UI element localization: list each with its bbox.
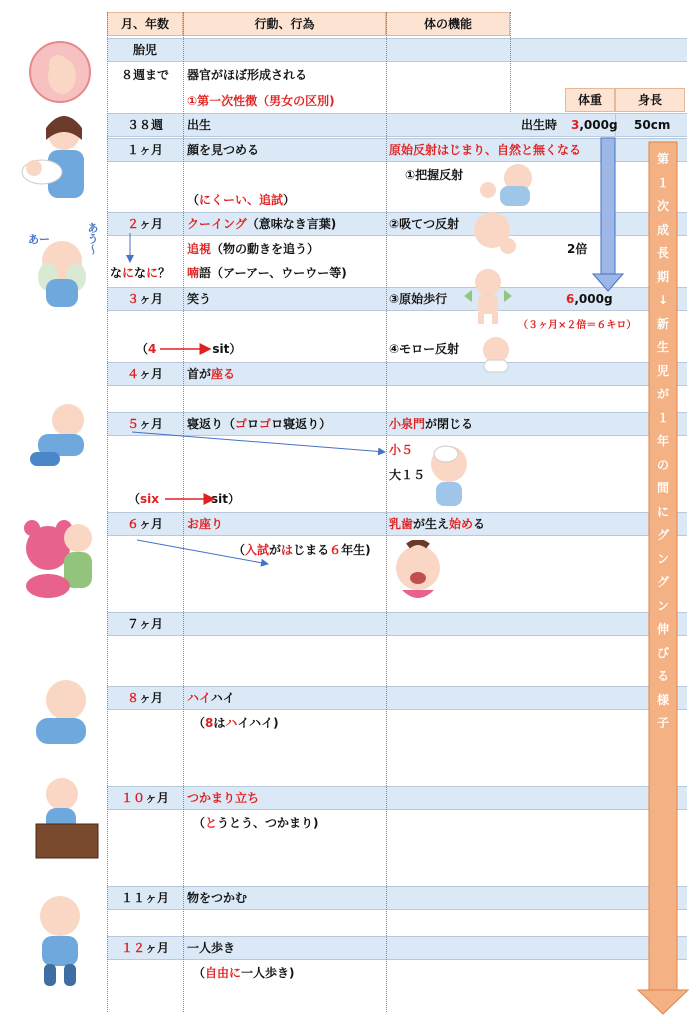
action-12m: 一人歩き [187, 941, 236, 955]
growth-arrow-char: 様 [656, 692, 669, 707]
baby-8m-illustration [22, 672, 100, 752]
fontanelle-large: 大１５ [389, 468, 426, 482]
sucking-reflex-illustration [462, 206, 522, 260]
month-5m: ５ヶ月 [126, 417, 164, 431]
arrow-6m-exam [137, 540, 268, 564]
mnemonic-10m: （とうとう、つかまり) [193, 816, 319, 830]
note-8w: ①第一次性徴（男女の区別) [187, 94, 335, 108]
header-action: 行動、行為 [183, 12, 386, 36]
month-7m: ７ヶ月 [126, 617, 163, 631]
weight-3m: 6,000g [566, 292, 613, 306]
baby-12m-illustration [22, 892, 96, 992]
growth-arrow-char: グ [656, 575, 669, 589]
month-2m: ２ヶ月 [126, 217, 164, 231]
growth-arrow-char: に [656, 504, 669, 519]
tracking-2m: 追視（物の動きを追う） [187, 242, 320, 256]
action-2m: クーイング（意味なき言葉) [187, 217, 337, 231]
action-8w: 器官がほぼ形成される [187, 68, 308, 82]
reflex-sucking: ②吸てつ反射 [389, 217, 460, 231]
growth-arrow-char: が [656, 387, 669, 401]
fontanelle-illustration [424, 440, 474, 510]
header-function: 体の機能 [386, 12, 510, 36]
nani-mnemonic: なになに？ [110, 266, 171, 280]
action-6m: お座り [187, 517, 224, 531]
month-8m: ８ヶ月 [126, 691, 164, 705]
baby-bear-illustration [18, 508, 102, 600]
reflex-grasp: ①把握反射 [405, 168, 464, 182]
growth-arrow-char: び [656, 645, 669, 660]
action-10m: つかまり立ち [187, 791, 260, 805]
month-11m: １１ヶ月 [120, 891, 169, 905]
action-11m: 物をつかむ [187, 891, 248, 905]
action-8m: ハイハイ [187, 691, 235, 705]
baby-5m-illustration [18, 400, 102, 478]
growth-arrow-char: 間 [656, 481, 669, 495]
growth-arrow-char: グ [656, 528, 669, 542]
arrow-5m-fontanelle [132, 432, 385, 452]
growth-arrow-char: 児 [656, 363, 669, 378]
six-sit-mnemonic: （six sit） [128, 492, 241, 506]
birth-weight: 3,000g [571, 118, 618, 132]
growth-arrow-char: 新 [656, 316, 669, 331]
growth-arrow-char: １ [656, 175, 669, 190]
growth-arrow-char: 子 [656, 716, 669, 730]
birth-height: 50cm [634, 118, 671, 132]
month-12m: １２ヶ月 [120, 941, 170, 955]
baby-call-a: あー [28, 233, 50, 246]
mother-baby-illustration [12, 110, 102, 205]
month-1m: １ヶ月 [126, 143, 163, 157]
grasp-reflex-illustration [470, 160, 540, 212]
growth-arrow-char: 第 [656, 152, 669, 166]
reflex-stepping: ③原始歩行 [389, 292, 448, 306]
growth-arrow-char: 生 [656, 340, 669, 354]
action-5m: 寝返り（ゴロゴロ寝返り） [187, 417, 332, 431]
baby-2m-illustration [26, 235, 98, 313]
action-4m: 首が座る [187, 367, 236, 381]
weight-arrow [593, 138, 623, 291]
month-10m: １０ヶ月 [120, 791, 170, 805]
fontanelle-small: 小５ [389, 443, 414, 457]
weight-header: 体重 [565, 88, 615, 112]
mnemonic-8m: （8はハイハイ) [193, 716, 279, 730]
moro-reflex-illustration [468, 334, 524, 374]
month-8w: ８週まで [120, 68, 169, 82]
growth-arrow-char: 期 [656, 269, 669, 284]
growth-arrow-char: ン [656, 598, 669, 613]
growth-arrow-char: ↓ [657, 293, 669, 307]
height-header: 身長 [615, 88, 685, 112]
growth-arrow-char: 年 [656, 434, 669, 448]
exam-mnemonic: （入試がはじまる６年生) [233, 543, 371, 557]
header-month: 月、年数 [107, 12, 183, 36]
double-weight: 2倍 [567, 242, 588, 256]
month-38w: ３８週 [126, 118, 163, 132]
growth-arrow-char: ン [656, 551, 669, 566]
growth-arrow-char: る [656, 669, 669, 683]
growth-arrow-char: 伸 [656, 622, 669, 636]
function-6m: 乳歯が生え始める [389, 517, 486, 531]
month-fetus: 胎児 [132, 43, 157, 57]
sit-mnemonic-4: （4 sit） [136, 342, 242, 356]
function-5m: 小泉門が閉じる [389, 417, 474, 431]
growth-arrow-char: １ [656, 410, 669, 425]
growth-arrow-char: 次 [656, 199, 669, 213]
stepping-reflex-illustration [458, 266, 518, 326]
mnemonic-1m: （にくーい、追試） [187, 193, 296, 207]
growth-arrow-char: 長 [656, 246, 669, 260]
growth-arrow-char: の [656, 457, 669, 472]
mnemonic-12m: （自由に一人歩き) [193, 966, 295, 980]
action-1m: 顔を見つめる [187, 143, 260, 157]
weight-calc: （３ヶ月×２倍＝６キロ） [518, 320, 637, 331]
fetus-illustration [28, 40, 92, 104]
birth-label: 出生時 [521, 118, 558, 132]
month-6m: ６ヶ月 [126, 517, 164, 531]
growth-arrow-char: 成 [656, 222, 669, 237]
baby-10m-illustration [20, 772, 100, 862]
growth-arrow-text [649, 148, 677, 736]
month-3m: ３ヶ月 [126, 292, 164, 306]
function-1m: 原始反射はじまり、自然と無くなる [389, 143, 582, 157]
babbling-2m: 喃語（アーアー、ウーウー等) [187, 266, 347, 280]
baby-call-u: あう～ [86, 222, 99, 255]
action-3m: 笑う [187, 292, 212, 306]
month-4m: ４ヶ月 [126, 367, 164, 381]
reflex-moro: ④モロー反射 [389, 342, 460, 356]
action-38w: 出生 [187, 118, 212, 132]
teeth-baby-illustration [388, 540, 448, 608]
